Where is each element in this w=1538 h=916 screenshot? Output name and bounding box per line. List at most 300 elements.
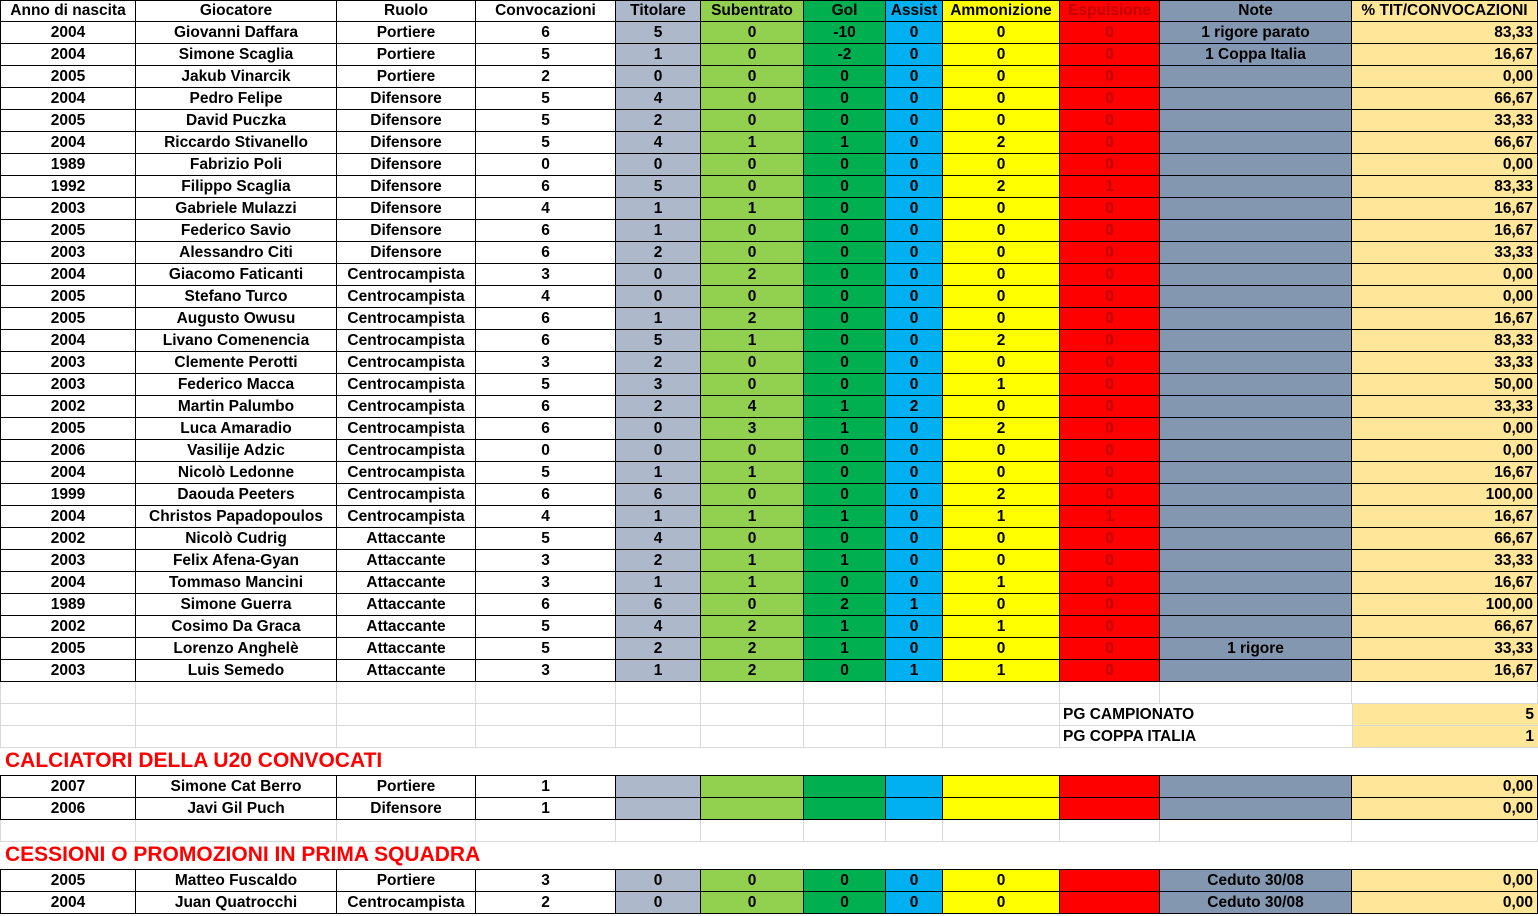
red-cards-cell[interactable]: 0 [1060, 638, 1160, 660]
yellow-cards-cell[interactable]: 1 [943, 374, 1060, 396]
birth-year-cell[interactable]: 2005 [0, 308, 136, 330]
notes-cell[interactable] [1160, 374, 1352, 396]
role-cell[interactable]: Attaccante [337, 638, 476, 660]
notes-cell[interactable] [1160, 286, 1352, 308]
substitute-cell[interactable]: 0 [701, 88, 804, 110]
assists-cell[interactable]: 0 [886, 374, 943, 396]
call-ups-header[interactable]: Convocazioni [476, 0, 616, 22]
player-name-cell[interactable] [136, 820, 337, 842]
red-cards-cell[interactable] [1060, 820, 1160, 842]
birth-year-cell[interactable]: 2002 [0, 616, 136, 638]
role-cell[interactable]: Centrocampista [337, 374, 476, 396]
notes-cell[interactable] [1160, 198, 1352, 220]
player-name-cell[interactable]: Jakub Vinarcik [136, 66, 337, 88]
starter-percent-cell[interactable]: 16,67 [1352, 462, 1538, 484]
assists-header[interactable]: Assist [886, 0, 943, 22]
call-ups-cell[interactable] [476, 704, 616, 726]
birth-year-cell[interactable] [0, 682, 136, 704]
call-ups-cell[interactable]: 3 [476, 660, 616, 682]
substitute-cell[interactable]: 0 [701, 870, 804, 892]
yellow-cards-cell[interactable]: 2 [943, 176, 1060, 198]
substitute-header[interactable]: Subentrato [701, 0, 804, 22]
birth-year-cell[interactable]: 2005 [0, 870, 136, 892]
player-name-cell[interactable]: Vasilije Adzic [136, 440, 337, 462]
birth-year-cell[interactable]: 2003 [0, 660, 136, 682]
assists-cell[interactable]: 0 [886, 528, 943, 550]
starter-percent-cell[interactable]: 83,33 [1352, 22, 1538, 44]
yellow-cards-cell[interactable]: 0 [943, 892, 1060, 914]
goals-cell[interactable]: 0 [804, 440, 886, 462]
role-cell[interactable] [337, 682, 476, 704]
player-name-cell[interactable]: Fabrizio Poli [136, 154, 337, 176]
role-cell[interactable]: Centrocampista [337, 396, 476, 418]
assists-cell[interactable]: 0 [886, 198, 943, 220]
birth-year-cell[interactable]: 2003 [0, 352, 136, 374]
player-name-cell[interactable]: Simone Scaglia [136, 44, 337, 66]
starter-cell[interactable]: 1 [616, 572, 701, 594]
yellow-cards-cell[interactable]: 0 [943, 22, 1060, 44]
assists-cell[interactable]: 0 [886, 264, 943, 286]
yellow-cards-cell[interactable]: 0 [943, 88, 1060, 110]
role-cell[interactable] [337, 704, 476, 726]
assists-cell[interactable]: 0 [886, 440, 943, 462]
call-ups-cell[interactable]: 5 [476, 638, 616, 660]
starter-cell[interactable]: 6 [616, 594, 701, 616]
birth-year-cell[interactable]: 2004 [0, 44, 136, 66]
red-cards-cell[interactable] [1060, 682, 1160, 704]
goals-cell[interactable]: 0 [804, 308, 886, 330]
red-cards-cell[interactable] [1060, 798, 1160, 820]
assists-cell[interactable]: 0 [886, 154, 943, 176]
starter-percent-cell[interactable]: 100,00 [1352, 484, 1538, 506]
goals-cell[interactable]: 0 [804, 154, 886, 176]
birth-year-cell[interactable]: 2005 [0, 638, 136, 660]
red-cards-cell[interactable]: 0 [1060, 352, 1160, 374]
red-cards-cell[interactable]: 0 [1060, 396, 1160, 418]
substitute-cell[interactable]: 0 [701, 22, 804, 44]
assists-cell[interactable]: 2 [886, 396, 943, 418]
player-name-cell[interactable]: Simone Guerra [136, 594, 337, 616]
yellow-cards-cell[interactable]: 0 [943, 594, 1060, 616]
birth-year-cell[interactable]: 2004 [0, 506, 136, 528]
birth-year-cell[interactable]: 1999 [0, 484, 136, 506]
starter-percent-cell[interactable]: 33,33 [1352, 396, 1538, 418]
starter-cell[interactable]: 1 [616, 308, 701, 330]
call-ups-cell[interactable] [476, 682, 616, 704]
starter-cell[interactable]: 0 [616, 264, 701, 286]
birth-year-cell[interactable]: 2004 [0, 572, 136, 594]
starter-cell[interactable]: 1 [616, 660, 701, 682]
substitute-cell[interactable]: 0 [701, 374, 804, 396]
goals-cell[interactable]: 1 [804, 396, 886, 418]
red-cards-cell[interactable]: 0 [1060, 88, 1160, 110]
assists-cell[interactable]: 0 [886, 132, 943, 154]
assists-cell[interactable]: 0 [886, 572, 943, 594]
notes-cell[interactable] [1160, 352, 1352, 374]
starter-percent-header[interactable]: % TIT/CONVOCAZIONI [1352, 0, 1538, 22]
assists-cell[interactable]: 0 [886, 286, 943, 308]
birth-year-cell[interactable]: 2005 [0, 220, 136, 242]
player-name-cell[interactable]: Daouda Peeters [136, 484, 337, 506]
substitute-cell[interactable]: 0 [701, 242, 804, 264]
red-cards-cell[interactable]: 0 [1060, 660, 1160, 682]
player-name-cell[interactable]: Livano Comenencia [136, 330, 337, 352]
goals-header[interactable]: Gol [804, 0, 886, 22]
notes-cell[interactable] [1160, 462, 1352, 484]
role-cell[interactable]: Attaccante [337, 660, 476, 682]
role-cell[interactable]: Difensore [337, 242, 476, 264]
assists-cell[interactable]: 0 [886, 418, 943, 440]
red-cards-cell[interactable]: PG CAMPIONATO [1060, 704, 1352, 726]
player-name-cell[interactable]: Cosimo Da Graca [136, 616, 337, 638]
notes-cell[interactable] [1160, 550, 1352, 572]
assists-cell[interactable]: 1 [886, 594, 943, 616]
assists-cell[interactable]: 0 [886, 550, 943, 572]
call-ups-cell[interactable]: 4 [476, 506, 616, 528]
notes-cell[interactable] [1160, 396, 1352, 418]
notes-cell[interactable] [1160, 798, 1352, 820]
substitute-cell[interactable]: 0 [701, 110, 804, 132]
assists-cell[interactable]: 0 [886, 66, 943, 88]
red-cards-cell[interactable]: 0 [1060, 198, 1160, 220]
starter-percent-cell[interactable]: 0,00 [1352, 154, 1538, 176]
red-cards-cell[interactable]: 0 [1060, 308, 1160, 330]
starter-cell[interactable]: 2 [616, 110, 701, 132]
goals-cell[interactable]: 2 [804, 594, 886, 616]
red-cards-cell[interactable]: 0 [1060, 528, 1160, 550]
substitute-cell[interactable]: 2 [701, 638, 804, 660]
yellow-cards-cell[interactable]: 0 [943, 308, 1060, 330]
player-name-cell[interactable]: Nicolò Ledonne [136, 462, 337, 484]
starter-percent-cell[interactable]: 83,33 [1352, 330, 1538, 352]
starter-percent-cell[interactable]: 33,33 [1352, 550, 1538, 572]
role-cell[interactable]: Attaccante [337, 550, 476, 572]
starter-cell[interactable] [616, 726, 701, 748]
substitute-cell[interactable]: 0 [701, 528, 804, 550]
yellow-cards-cell[interactable]: 0 [943, 550, 1060, 572]
call-ups-cell[interactable]: 2 [476, 892, 616, 914]
starter-cell[interactable]: 1 [616, 44, 701, 66]
starter-cell[interactable] [616, 704, 701, 726]
player-name-cell[interactable]: Federico Macca [136, 374, 337, 396]
goals-cell[interactable]: 0 [804, 528, 886, 550]
call-ups-cell[interactable]: 5 [476, 88, 616, 110]
goals-cell[interactable]: 0 [804, 198, 886, 220]
assists-cell[interactable]: 0 [886, 308, 943, 330]
starter-percent-cell[interactable]: 16,67 [1352, 572, 1538, 594]
goals-cell[interactable]: 0 [804, 572, 886, 594]
notes-cell[interactable] [1160, 154, 1352, 176]
goals-cell[interactable]: 0 [804, 660, 886, 682]
red-cards-cell[interactable]: 0 [1060, 66, 1160, 88]
player-name-cell[interactable] [136, 704, 337, 726]
notes-cell[interactable] [1160, 776, 1352, 798]
starter-percent-cell[interactable] [1352, 820, 1538, 842]
assists-cell[interactable]: 1 [886, 660, 943, 682]
player-name-cell[interactable]: Christos Papadopoulos [136, 506, 337, 528]
yellow-cards-cell[interactable]: 0 [943, 286, 1060, 308]
goals-cell[interactable]: 1 [804, 616, 886, 638]
red-cards-cell[interactable]: 0 [1060, 154, 1160, 176]
player-name-cell[interactable]: Nicolò Cudrig [136, 528, 337, 550]
assists-cell[interactable]: 0 [886, 638, 943, 660]
notes-header[interactable]: Note [1160, 0, 1352, 22]
starter-cell[interactable] [616, 820, 701, 842]
notes-cell[interactable] [1160, 110, 1352, 132]
goals-cell[interactable]: 0 [804, 330, 886, 352]
role-cell[interactable]: Centrocampista [337, 418, 476, 440]
player-name-cell[interactable]: Gabriele Mulazzi [136, 198, 337, 220]
starter-percent-cell[interactable]: 16,67 [1352, 308, 1538, 330]
role-cell[interactable]: Portiere [337, 44, 476, 66]
substitute-cell[interactable] [701, 682, 804, 704]
yellow-cards-cell[interactable]: 1 [943, 660, 1060, 682]
yellow-cards-cell[interactable] [943, 682, 1060, 704]
player-name-cell[interactable]: Luca Amaradio [136, 418, 337, 440]
substitute-cell[interactable]: 2 [701, 616, 804, 638]
assists-cell[interactable]: 0 [886, 22, 943, 44]
goals-cell[interactable] [804, 776, 886, 798]
player-name-cell[interactable]: Matteo Fuscaldo [136, 870, 337, 892]
substitute-cell[interactable]: 2 [701, 308, 804, 330]
notes-cell[interactable] [1160, 484, 1352, 506]
call-ups-cell[interactable]: 6 [476, 396, 616, 418]
birth-year-cell[interactable]: 2004 [0, 22, 136, 44]
call-ups-cell[interactable]: 6 [476, 22, 616, 44]
goals-cell[interactable]: 0 [804, 484, 886, 506]
role-cell[interactable] [337, 820, 476, 842]
call-ups-cell[interactable]: 6 [476, 330, 616, 352]
goals-cell[interactable]: 1 [804, 638, 886, 660]
red-cards-cell[interactable]: 0 [1060, 220, 1160, 242]
notes-cell[interactable] [1160, 528, 1352, 550]
starter-percent-cell[interactable]: 33,33 [1352, 110, 1538, 132]
birth-year-cell[interactable]: 2004 [0, 264, 136, 286]
yellow-cards-cell[interactable]: 0 [943, 638, 1060, 660]
substitute-cell[interactable]: 1 [701, 198, 804, 220]
assists-cell[interactable]: 0 [886, 242, 943, 264]
red-cards-cell[interactable] [1060, 892, 1160, 914]
notes-cell[interactable] [1160, 506, 1352, 528]
notes-cell[interactable] [1160, 264, 1352, 286]
substitute-cell[interactable]: 0 [701, 484, 804, 506]
role-cell[interactable]: Centrocampista [337, 308, 476, 330]
substitute-cell[interactable]: 1 [701, 330, 804, 352]
yellow-cards-cell[interactable]: 0 [943, 462, 1060, 484]
assists-cell[interactable]: 0 [886, 88, 943, 110]
substitute-cell[interactable]: 1 [701, 132, 804, 154]
player-name-cell[interactable]: Felix Afena-Gyan [136, 550, 337, 572]
red-cards-cell[interactable] [1060, 776, 1160, 798]
birth-year-cell[interactable]: 2004 [0, 330, 136, 352]
notes-cell[interactable] [1160, 660, 1352, 682]
notes-cell[interactable]: 1 Coppa Italia [1160, 44, 1352, 66]
role-cell[interactable]: Attaccante [337, 572, 476, 594]
assists-cell[interactable]: 0 [886, 870, 943, 892]
call-ups-cell[interactable]: 5 [476, 44, 616, 66]
role-cell[interactable]: Attaccante [337, 594, 476, 616]
call-ups-cell[interactable]: 5 [476, 462, 616, 484]
substitute-cell[interactable]: 1 [701, 506, 804, 528]
player-name-cell[interactable]: Simone Cat Berro [136, 776, 337, 798]
red-cards-cell[interactable]: 1 [1060, 506, 1160, 528]
yellow-cards-cell[interactable] [943, 726, 1060, 748]
call-ups-cell[interactable]: 6 [476, 308, 616, 330]
role-cell[interactable]: Portiere [337, 66, 476, 88]
yellow-cards-cell[interactable]: 0 [943, 66, 1060, 88]
substitute-cell[interactable]: 2 [701, 264, 804, 286]
substitute-cell[interactable]: 0 [701, 176, 804, 198]
notes-cell[interactable] [1160, 176, 1352, 198]
call-ups-cell[interactable]: 0 [476, 440, 616, 462]
birth-year-cell[interactable]: 2005 [0, 110, 136, 132]
starter-cell[interactable]: 2 [616, 396, 701, 418]
yellow-cards-cell[interactable]: 1 [943, 572, 1060, 594]
yellow-cards-cell[interactable]: 2 [943, 484, 1060, 506]
birth-year-cell[interactable]: 2007 [0, 776, 136, 798]
goals-cell[interactable]: 0 [804, 242, 886, 264]
starter-cell[interactable]: 1 [616, 198, 701, 220]
yellow-cards-cell[interactable]: 0 [943, 110, 1060, 132]
starter-cell[interactable]: 2 [616, 352, 701, 374]
starter-percent-cell[interactable]: 16,67 [1352, 220, 1538, 242]
goals-cell[interactable] [804, 820, 886, 842]
starter-cell[interactable]: 0 [616, 418, 701, 440]
goals-cell[interactable]: 0 [804, 286, 886, 308]
notes-cell[interactable]: Ceduto 30/08 [1160, 892, 1352, 914]
starter-percent-cell[interactable]: 33,33 [1352, 638, 1538, 660]
goals-cell[interactable]: 1 [804, 132, 886, 154]
assists-cell[interactable]: 0 [886, 220, 943, 242]
assists-cell[interactable]: 0 [886, 330, 943, 352]
birth-year-cell[interactable]: 2006 [0, 440, 136, 462]
starter-cell[interactable]: 5 [616, 22, 701, 44]
call-ups-cell[interactable]: 2 [476, 66, 616, 88]
substitute-cell[interactable] [701, 798, 804, 820]
role-cell[interactable]: Difensore [337, 88, 476, 110]
call-ups-cell[interactable]: 5 [476, 374, 616, 396]
goals-cell[interactable]: 0 [804, 66, 886, 88]
notes-cell[interactable]: 1 rigore [1160, 638, 1352, 660]
yellow-cards-cell[interactable]: 0 [943, 154, 1060, 176]
yellow-cards-cell[interactable]: 2 [943, 418, 1060, 440]
starter-percent-cell[interactable]: 5 [1353, 704, 1538, 726]
yellow-cards-cell[interactable]: 0 [943, 220, 1060, 242]
starter-percent-cell[interactable] [1352, 682, 1538, 704]
notes-cell[interactable]: Ceduto 30/08 [1160, 870, 1352, 892]
goals-cell[interactable]: 0 [804, 264, 886, 286]
starter-percent-cell[interactable]: 66,67 [1352, 528, 1538, 550]
goals-cell[interactable]: 0 [804, 892, 886, 914]
substitute-cell[interactable]: 0 [701, 44, 804, 66]
call-ups-cell[interactable]: 3 [476, 870, 616, 892]
role-cell[interactable]: Difensore [337, 110, 476, 132]
player-name-cell[interactable]: Luis Semedo [136, 660, 337, 682]
starter-cell[interactable]: 4 [616, 616, 701, 638]
birth-year-cell[interactable]: 1989 [0, 594, 136, 616]
starter-percent-cell[interactable]: 16,67 [1352, 44, 1538, 66]
red-cards-cell[interactable]: 0 [1060, 572, 1160, 594]
call-ups-cell[interactable]: 1 [476, 776, 616, 798]
player-name-cell[interactable]: David Puczka [136, 110, 337, 132]
assists-cell[interactable]: 0 [886, 506, 943, 528]
notes-cell[interactable] [1160, 418, 1352, 440]
yellow-cards-cell[interactable] [943, 704, 1060, 726]
birth-year-cell[interactable]: 1989 [0, 154, 136, 176]
starter-percent-cell[interactable]: 33,33 [1352, 242, 1538, 264]
call-ups-cell[interactable]: 3 [476, 572, 616, 594]
call-ups-cell[interactable]: 6 [476, 418, 616, 440]
starter-cell[interactable]: 0 [616, 440, 701, 462]
player-name-cell[interactable]: Alessandro Citi [136, 242, 337, 264]
player-name-header[interactable]: Giocatore [136, 0, 337, 22]
substitute-cell[interactable]: 0 [701, 286, 804, 308]
role-cell[interactable]: Attaccante [337, 528, 476, 550]
starter-cell[interactable]: 3 [616, 374, 701, 396]
notes-cell[interactable] [1160, 682, 1352, 704]
notes-cell[interactable] [1160, 308, 1352, 330]
red-cards-cell[interactable]: 0 [1060, 44, 1160, 66]
notes-cell[interactable]: 1 rigore parato [1160, 22, 1352, 44]
starter-cell[interactable] [616, 776, 701, 798]
player-name-cell[interactable]: Tommaso Mancini [136, 572, 337, 594]
starter-percent-cell[interactable]: 0,00 [1352, 870, 1538, 892]
role-cell[interactable]: Centrocampista [337, 892, 476, 914]
player-name-cell[interactable]: Javi Gil Puch [136, 798, 337, 820]
substitute-cell[interactable] [701, 776, 804, 798]
call-ups-cell[interactable] [476, 820, 616, 842]
notes-cell[interactable] [1160, 242, 1352, 264]
yellow-cards-cell[interactable]: 1 [943, 616, 1060, 638]
notes-cell[interactable] [1160, 572, 1352, 594]
yellow-cards-cell[interactable]: 0 [943, 44, 1060, 66]
assists-cell[interactable]: 0 [886, 110, 943, 132]
call-ups-cell[interactable]: 5 [476, 616, 616, 638]
starter-percent-cell[interactable]: 16,67 [1352, 198, 1538, 220]
role-cell[interactable]: Centrocampista [337, 506, 476, 528]
role-cell[interactable]: Difensore [337, 798, 476, 820]
call-ups-cell[interactable]: 0 [476, 154, 616, 176]
red-cards-cell[interactable]: 0 [1060, 440, 1160, 462]
red-cards-cell[interactable]: 0 [1060, 242, 1160, 264]
goals-cell[interactable]: 1 [804, 550, 886, 572]
role-cell[interactable]: Centrocampista [337, 330, 476, 352]
role-cell[interactable]: Difensore [337, 154, 476, 176]
role-cell[interactable]: Centrocampista [337, 352, 476, 374]
red-cards-cell[interactable]: 0 [1060, 484, 1160, 506]
starter-percent-cell[interactable]: 0,00 [1352, 798, 1538, 820]
goals-cell[interactable]: 0 [804, 110, 886, 132]
player-name-cell[interactable]: Clemente Perotti [136, 352, 337, 374]
notes-cell[interactable] [1160, 820, 1352, 842]
birth-year-cell[interactable]: 2004 [0, 88, 136, 110]
starter-percent-cell[interactable]: 0,00 [1352, 286, 1538, 308]
yellow-cards-cell[interactable]: 0 [943, 264, 1060, 286]
goals-cell[interactable]: 0 [804, 870, 886, 892]
assists-cell[interactable] [886, 776, 943, 798]
goals-cell[interactable]: 1 [804, 506, 886, 528]
role-cell[interactable]: Difensore [337, 220, 476, 242]
player-name-cell[interactable]: Juan Quatrocchi [136, 892, 337, 914]
role-cell[interactable]: Centrocampista [337, 440, 476, 462]
substitute-cell[interactable]: 3 [701, 418, 804, 440]
yellow-cards-cell[interactable]: 2 [943, 132, 1060, 154]
goals-cell[interactable] [804, 704, 886, 726]
player-name-cell[interactable] [136, 726, 337, 748]
notes-cell[interactable] [1160, 88, 1352, 110]
starter-cell[interactable]: 5 [616, 330, 701, 352]
goals-cell[interactable]: 0 [804, 220, 886, 242]
